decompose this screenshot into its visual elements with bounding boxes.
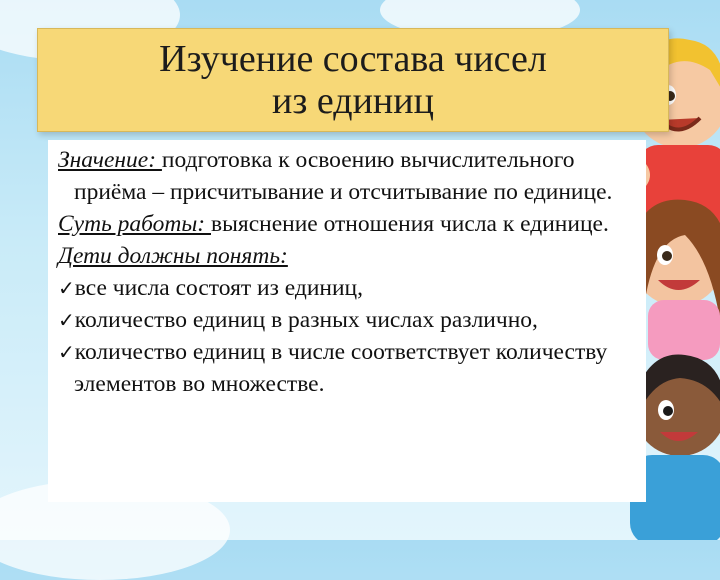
checkmark-icon: ✓ [58, 276, 75, 300]
checklist-item [58, 336, 646, 400]
checklist-item-text: количество единиц в разных числах различно, [74, 307, 538, 333]
essence-label: Суть работы: [58, 211, 211, 237]
checklist-item-text: все числа состоят из единиц, [74, 275, 364, 301]
meaning-label: Значение: [58, 147, 162, 173]
meaning-text: подготовка к освоению вычислительного приёма – присчитывание и отсчитывание по единице. [74, 147, 613, 205]
checkmark-icon: ✓ [58, 340, 75, 364]
slide-title-box [37, 28, 669, 132]
meaning-paragraph [58, 144, 646, 208]
essence-text: выяснение отношения числа к единице. [211, 211, 609, 237]
checklist-item [58, 304, 646, 336]
slide-title-line-2: из единиц [272, 80, 434, 122]
list-heading-label: Дети должны понять: [58, 243, 288, 269]
checkmark-icon: ✓ [58, 308, 75, 332]
checklist-item [58, 272, 646, 304]
essence-paragraph [58, 208, 646, 240]
slide-title-line-1: Изучение состава чисел [159, 38, 547, 80]
slide-content [48, 140, 646, 502]
checklist-item-text: количество единиц в числе соответствует количеству элементов во множестве. [74, 339, 608, 397]
list-heading [58, 240, 646, 272]
